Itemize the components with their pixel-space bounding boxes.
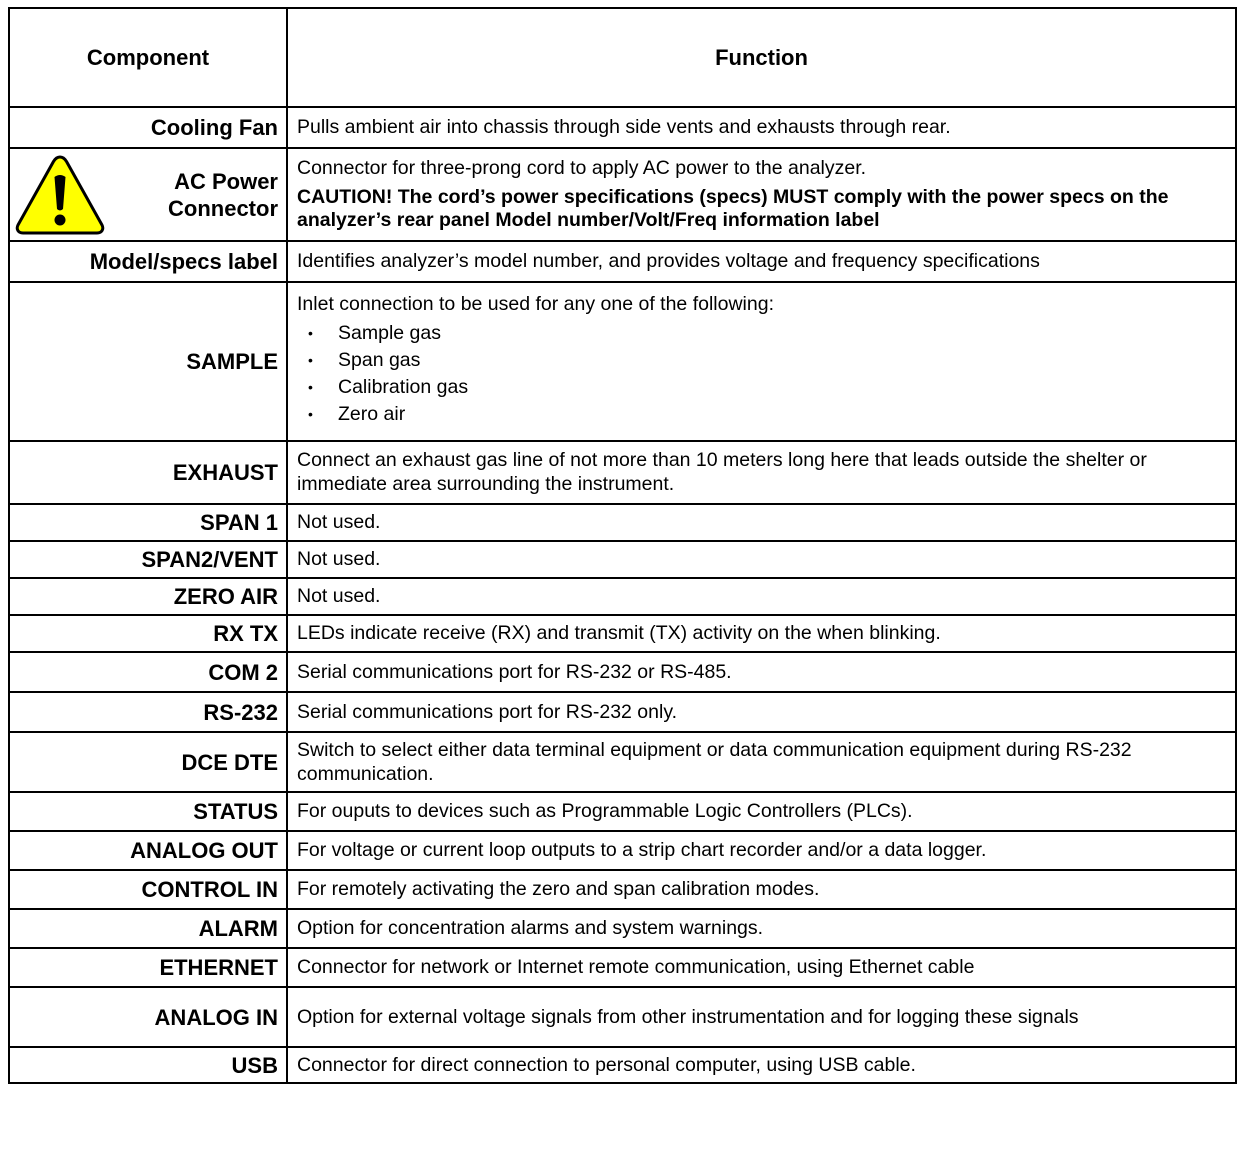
function-cell: Not used. — [287, 504, 1236, 541]
table-row — [9, 831, 1236, 870]
table-row — [9, 948, 1236, 987]
table-row — [9, 792, 1236, 831]
component-cell: STATUS — [9, 792, 287, 831]
table-row — [9, 282, 1236, 441]
function-cell: Switch to select either data terminal equipment or data communication equipment during RS-232 communication. — [287, 732, 1236, 792]
table-row — [9, 578, 1236, 615]
component-cell: CONTROL IN — [9, 870, 287, 909]
header-function: Function — [287, 8, 1236, 107]
header-component: Component — [9, 8, 287, 107]
function-text: Inlet connection to be used for any one of the following: — [297, 293, 774, 315]
function-cell: Pulls ambient air into chassis through side vents and exhausts through rear. — [287, 107, 1236, 148]
function-cell: Connector for network or Internet remote communication, using Ethernet cable — [287, 948, 1236, 987]
component-cell: ANALOG OUT — [9, 831, 287, 870]
table-row — [9, 241, 1236, 282]
table-row — [9, 909, 1236, 948]
component-label-line2: Connector — [168, 195, 278, 221]
function-cell: For ouputs to devices such as Programmable Logic Controllers (PLCs). — [287, 792, 1236, 831]
table-row — [9, 1047, 1236, 1083]
component-cell: Model/specs label — [9, 241, 287, 282]
table-row — [9, 987, 1236, 1047]
table-header-row — [9, 8, 1236, 107]
table-row — [9, 615, 1236, 652]
table-row — [9, 107, 1236, 148]
function-cell: Serial communications port for RS-232 or RS-485. — [287, 652, 1236, 692]
function-cell: Identifies analyzer’s model number, and provides voltage and frequency specifications — [287, 241, 1236, 282]
function-cell: LEDs indicate receive (RX) and transmit (TX) activity on the when blinking. — [287, 615, 1236, 652]
component-cell: SPAN 1 — [9, 504, 287, 541]
function-cell: Serial communications port for RS-232 only. — [287, 692, 1236, 732]
bullet-list — [297, 320, 1227, 428]
component-cell: DCE DTE — [9, 732, 287, 792]
warning-triangle-icon — [14, 153, 106, 237]
function-cell: Connect an exhaust gas line of not more than 10 meters long here that leads outside the shelter or immediate area surrounding the instrument. — [287, 441, 1236, 504]
component-cell: Cooling Fan — [9, 107, 287, 148]
component-cell: RX TX — [9, 615, 287, 652]
table-row — [9, 148, 1236, 241]
component-cell: ZERO AIR — [9, 578, 287, 615]
table-row — [9, 541, 1236, 578]
function-cell: Connector for direct connection to personal computer, using USB cable. — [287, 1047, 1236, 1083]
list-item: • Sample gas — [297, 320, 1227, 347]
component-cell: EXHAUST — [9, 441, 287, 504]
component-cell — [9, 148, 287, 241]
function-cell: For remotely activating the zero and span calibration modes. — [287, 870, 1236, 909]
component-function-table — [8, 7, 1237, 1084]
component-cell: ANALOG IN — [9, 987, 287, 1047]
table-row — [9, 692, 1236, 732]
component-cell: ETHERNET — [9, 948, 287, 987]
function-cell — [287, 148, 1236, 241]
component-cell: RS-232 — [9, 692, 287, 732]
caution-text: CAUTION! The cord’s power specifications (specs) MUST comply with the power specs on the analyzer’s rear panel Model number/Volt/Freq information label — [297, 186, 1169, 231]
list-item: • Zero air — [297, 401, 1227, 428]
component-cell: SPAN2/VENT — [9, 541, 287, 578]
component-cell: SAMPLE — [9, 282, 287, 441]
table-row — [9, 652, 1236, 692]
function-cell: Option for concentration alarms and system warnings. — [287, 909, 1236, 948]
function-cell: Not used. — [287, 578, 1236, 615]
table-row — [9, 732, 1236, 792]
table-row — [9, 504, 1236, 541]
component-cell: USB — [9, 1047, 287, 1083]
function-cell: For voltage or current loop outputs to a strip chart recorder and/or a data logger. — [287, 831, 1236, 870]
component-cell: ALARM — [9, 909, 287, 948]
function-text: Connector for three-prong cord to apply AC power to the analyzer. — [297, 157, 867, 179]
table-row — [9, 441, 1236, 504]
table-row — [9, 870, 1236, 909]
function-cell — [287, 282, 1236, 441]
component-label-line1: AC Power — [174, 168, 278, 194]
function-cell: Not used. — [287, 541, 1236, 578]
component-cell: COM 2 — [9, 652, 287, 692]
function-cell: Option for external voltage signals from other instrumentation and for logging these signals — [287, 987, 1236, 1047]
list-item: • Span gas — [297, 347, 1227, 374]
list-item: • Calibration gas — [297, 374, 1227, 401]
